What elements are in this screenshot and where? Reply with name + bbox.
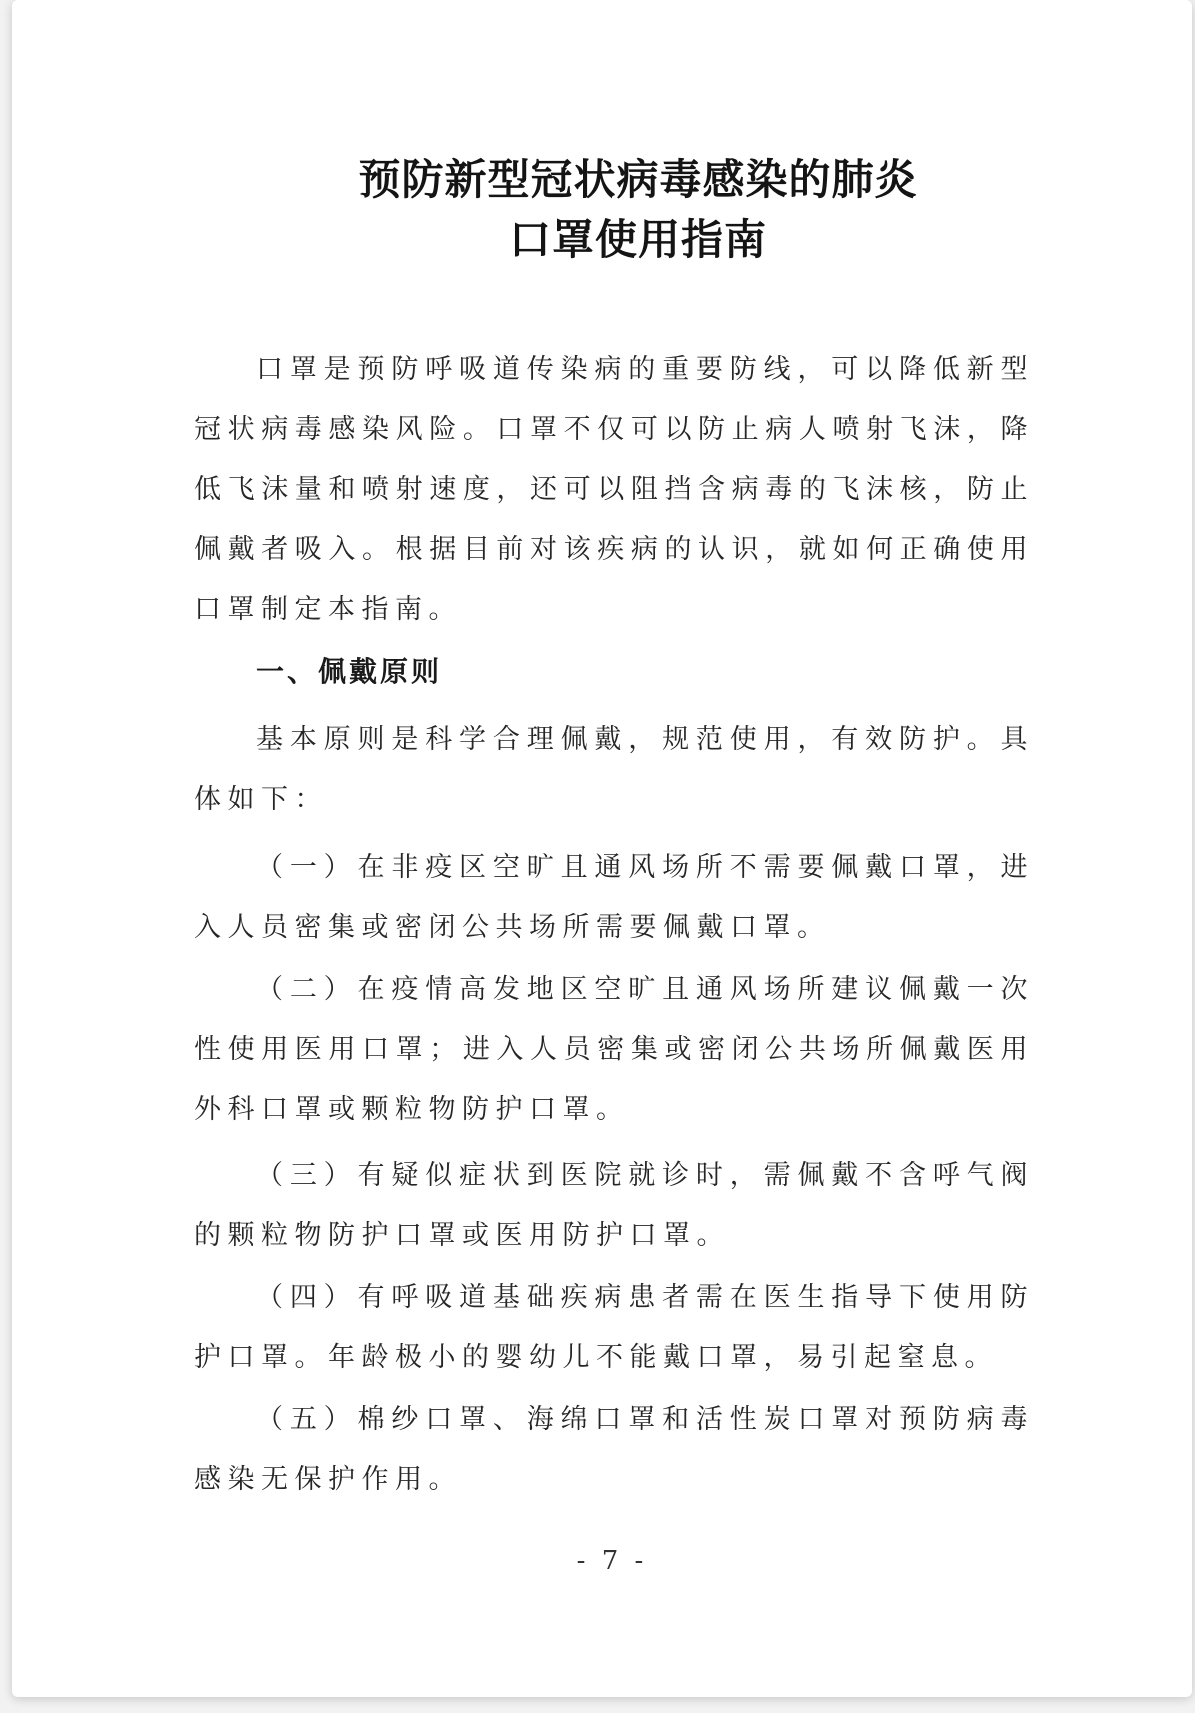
document-title-line1: 预防新型冠状病毒感染的肺炎 xyxy=(358,155,918,204)
principle-item-3: （三）有疑似症状到医院就诊时，需佩戴不含呼气阀的颗粒物防护口罩或医用防护口罩。 xyxy=(194,1160,1034,1251)
section-heading-wearing-principles: 一、佩戴原则 xyxy=(256,655,443,688)
principle-item-1: （一）在非疫区空旷且通风场所不需要佩戴口罩，进入人员密集或密闭公共场所需要佩戴口罩。 xyxy=(194,852,1034,943)
principle-item-5: （五）棉纱口罩、海绵口罩和活性炭口罩对预防病毒感染无保护作用。 xyxy=(194,1404,1034,1495)
document-title-line2: 口罩使用指南 xyxy=(508,215,767,264)
intro-paragraph: 口罩是预防呼吸道传染病的重要防线，可以降低新型冠状病毒感染风险。口罩不仅可以防止病人喷射飞沫，降低飞沫量和喷射速度，还可以阻挡含病毒的飞沫核，防止佩戴者吸入。根据目前对该疾病的认识，就如何正确使用口罩制定本指南。 xyxy=(194,354,1034,625)
principle-item-4: （四）有呼吸道基础疾病患者需在医生指导下使用防护口罩。年龄极小的婴幼儿不能戴口罩，易引起窒息。 xyxy=(194,1282,1034,1373)
principle-item-2: （二）在疫情高发地区空旷且通风场所建议佩戴一次性使用医用口罩；进入人员密集或密闭公共场所佩戴医用外科口罩或颗粒物防护口罩。 xyxy=(194,974,1034,1125)
basic-principle-paragraph: 基本原则是科学合理佩戴，规范使用，有效防护。具体如下： xyxy=(194,724,1034,815)
document-page xyxy=(12,0,1192,1697)
page-number: - 7 - xyxy=(576,1546,648,1576)
